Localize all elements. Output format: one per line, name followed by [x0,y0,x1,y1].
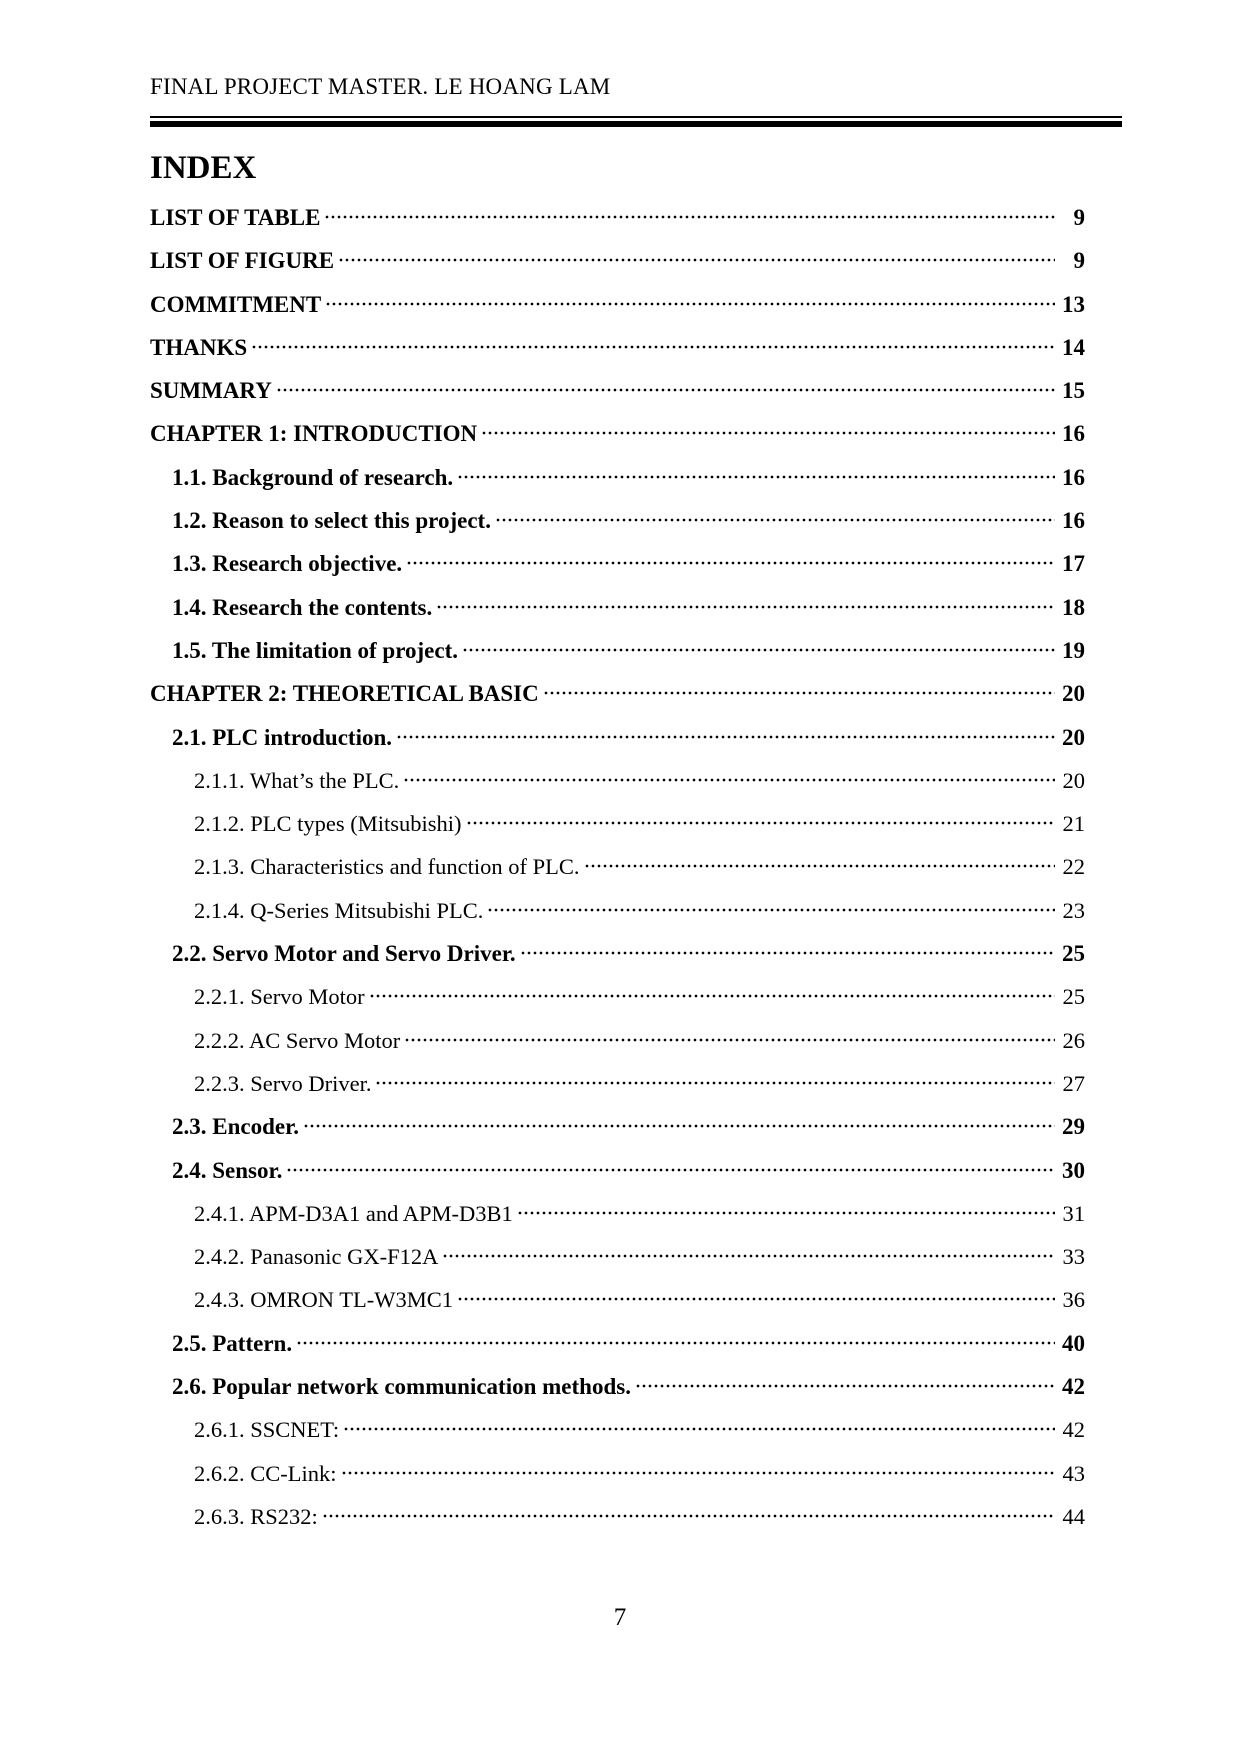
toc-entry-page: 20 [1062,681,1085,707]
header-rule [150,116,1122,130]
toc-entry-label: THANKS [150,334,248,360]
toc-entry-page: 16 [1062,508,1085,534]
toc-entry-label: CHAPTER 1: INTRODUCTION [150,421,478,447]
toc-entry-label: 2.4.3. OMRON TL-W3MC1 [194,1287,453,1313]
toc-entry-page: 18 [1062,594,1085,620]
toc-entry-label: LIST OF TABLE [150,205,321,230]
toc-dot-leader [322,1513,1055,1519]
toc-dot-leader [406,560,1055,566]
toc-entry[interactable] [150,1461,1085,1504]
table-of-contents [150,205,1085,1547]
toc-dot-leader [343,1426,1055,1432]
toc-dot-leader [375,1080,1055,1086]
toc-entry-page: 14 [1062,334,1085,360]
toc-entry[interactable] [150,898,1085,941]
index-title: INDEX [150,150,257,186]
toc-entry-label: 1.4. Research the contents. [172,594,433,620]
toc-entry-label: 2.4.2. Panasonic GX-F12A [194,1244,439,1270]
toc-dot-leader [396,734,1055,740]
toc-dot-leader [276,387,1055,393]
toc-entry[interactable] [150,1158,1085,1201]
toc-entry-label: 1.5. The limitation of project. [172,637,458,663]
toc-entry-label: 2.6. Popular network communication methods. [172,1374,631,1400]
toc-entry[interactable] [150,811,1085,854]
toc-dot-leader [520,950,1055,956]
toc-entry-label: 2.3. Encoder. [172,1114,299,1140]
toc-entry-label: 2.1. PLC introduction. [172,724,393,750]
toc-entry[interactable] [150,1071,1085,1114]
toc-entry-label: 2.6.3. RS232: [194,1503,318,1529]
toc-dot-leader [286,1167,1055,1173]
toc-entry-label: 2.2. Servo Motor and Servo Driver. [172,941,516,967]
toc-entry-label: 2.6.2. CC-Link: [194,1460,337,1486]
toc-entry-page: 23 [1062,897,1085,923]
toc-entry-page: 26 [1062,1027,1085,1053]
toc-entry-label: 2.2.1. Servo Motor [194,984,365,1010]
toc-entry-page: 20 [1062,724,1085,750]
toc-entry-page: 22 [1062,854,1085,880]
toc-entry-page: 21 [1062,811,1085,837]
toc-entry-page: 16 [1062,421,1085,447]
toc-entry-page: 44 [1062,1503,1085,1529]
toc-entry[interactable] [150,421,1085,464]
toc-entry-page: 25 [1062,941,1085,967]
toc-entry-page: 20 [1062,767,1085,793]
toc-entry-page: 30 [1062,1157,1085,1183]
toc-entry-label: 1.2. Reason to select this project. [172,508,491,534]
toc-dot-leader [481,430,1055,436]
toc-entry[interactable] [150,551,1085,594]
toc-dot-leader [251,344,1055,350]
toc-entry-label: 2.2.2. AC Servo Motor [194,1027,401,1053]
toc-entry[interactable] [150,1244,1085,1287]
toc-entry[interactable] [150,681,1085,724]
toc-entry-label: 2.1.1. What’s the PLC. [194,767,400,793]
toc-dot-leader [466,820,1055,826]
header-rule-thin-line [150,116,1122,118]
toc-dot-leader [462,647,1055,653]
toc-entry-label: 1.3. Research objective. [172,551,403,577]
toc-entry-page: 25 [1062,984,1085,1010]
toc-entry-label: 2.1.4. Q-Series Mitsubishi PLC. [194,897,484,923]
toc-entry-page: 40 [1062,1330,1085,1356]
toc-entry[interactable] [150,248,1085,291]
toc-dot-leader [635,1383,1055,1389]
toc-dot-leader [584,863,1055,869]
header-rule-thick-line [150,121,1122,127]
toc-dot-leader [495,517,1055,523]
toc-entry-page: 42 [1062,1417,1085,1443]
toc-dot-leader [296,1340,1055,1346]
toc-entry-page: 33 [1062,1244,1085,1270]
toc-entry-page: 27 [1062,1070,1085,1096]
toc-dot-leader [487,907,1055,913]
toc-entry[interactable] [150,1201,1085,1244]
toc-entry-page: 31 [1062,1200,1085,1226]
toc-entry-page: 17 [1062,551,1085,577]
toc-entry-page: 19 [1062,637,1085,663]
toc-entry[interactable] [150,1331,1085,1374]
toc-dot-leader [369,993,1055,999]
toc-entry[interactable] [150,984,1085,1027]
toc-dot-leader [404,1037,1055,1043]
toc-dot-leader [436,604,1055,610]
toc-dot-leader [457,474,1055,480]
toc-entry[interactable] [150,1417,1085,1460]
page-number: 7 [613,1604,627,1631]
toc-entry-page: 9 [1073,248,1085,274]
toc-dot-leader [517,1210,1055,1216]
toc-entry-label: 2.2.3. Servo Driver. [194,1070,372,1096]
toc-entry[interactable] [150,378,1085,421]
toc-entry-label: LIST OF FIGURE [150,248,335,274]
toc-entry-page: 29 [1062,1114,1085,1140]
toc-entry-label: 2.4.1. APM-D3A1 and APM-D3B1 [194,1200,513,1226]
toc-entry[interactable] [150,941,1085,984]
toc-entry[interactable] [150,725,1085,768]
toc-entry[interactable] [150,638,1085,681]
toc-entry[interactable] [150,205,1085,248]
toc-dot-leader [324,214,1055,220]
toc-entry[interactable] [150,1028,1085,1071]
toc-entry-page: 9 [1073,205,1085,230]
toc-entry-page: 36 [1062,1287,1085,1313]
toc-entry-page: 15 [1062,378,1085,404]
toc-entry[interactable] [150,335,1085,378]
toc-entry-page: 16 [1062,464,1085,490]
toc-entry-label: 2.1.2. PLC types (Mitsubishi) [194,811,462,837]
toc-entry-label: SUMMARY [150,378,272,404]
toc-entry[interactable] [150,595,1085,638]
toc-dot-leader [341,1470,1055,1476]
toc-entry-label: 2.6.1. SSCNET: [194,1417,340,1443]
toc-entry-page: 42 [1062,1374,1085,1400]
toc-dot-leader [338,257,1055,263]
toc-entry[interactable] [150,292,1085,335]
toc-entry[interactable] [150,1287,1085,1330]
toc-dot-leader [442,1253,1055,1259]
toc-dot-leader [303,1123,1055,1129]
toc-entry[interactable] [150,508,1085,551]
toc-entry[interactable] [150,1504,1085,1547]
toc-entry-label: 2.1.3. Characteristics and function of PLC. [194,854,580,880]
toc-entry-label: CHAPTER 2: THEORETICAL BASIC [150,681,539,707]
toc-entry-label: 2.5. Pattern. [172,1330,293,1356]
toc-entry[interactable] [150,1374,1085,1417]
toc-dot-leader [403,777,1055,783]
toc-entry[interactable] [150,768,1085,811]
running-header: FINAL PROJECT MASTER. LE HOANG LAM [150,74,611,99]
toc-entry-page: 43 [1062,1460,1085,1486]
toc-dot-leader [457,1296,1055,1302]
toc-entry[interactable] [150,854,1085,897]
toc-entry-label: COMMITMENT [150,291,322,317]
toc-entry[interactable] [150,1114,1085,1157]
toc-entry-label: 1.1. Background of research. [172,464,454,490]
toc-dot-leader [325,301,1055,307]
toc-dot-leader [543,690,1055,696]
toc-entry-label: 2.4. Sensor. [172,1157,283,1183]
toc-entry[interactable] [150,465,1085,508]
toc-entry-page: 13 [1062,291,1085,317]
